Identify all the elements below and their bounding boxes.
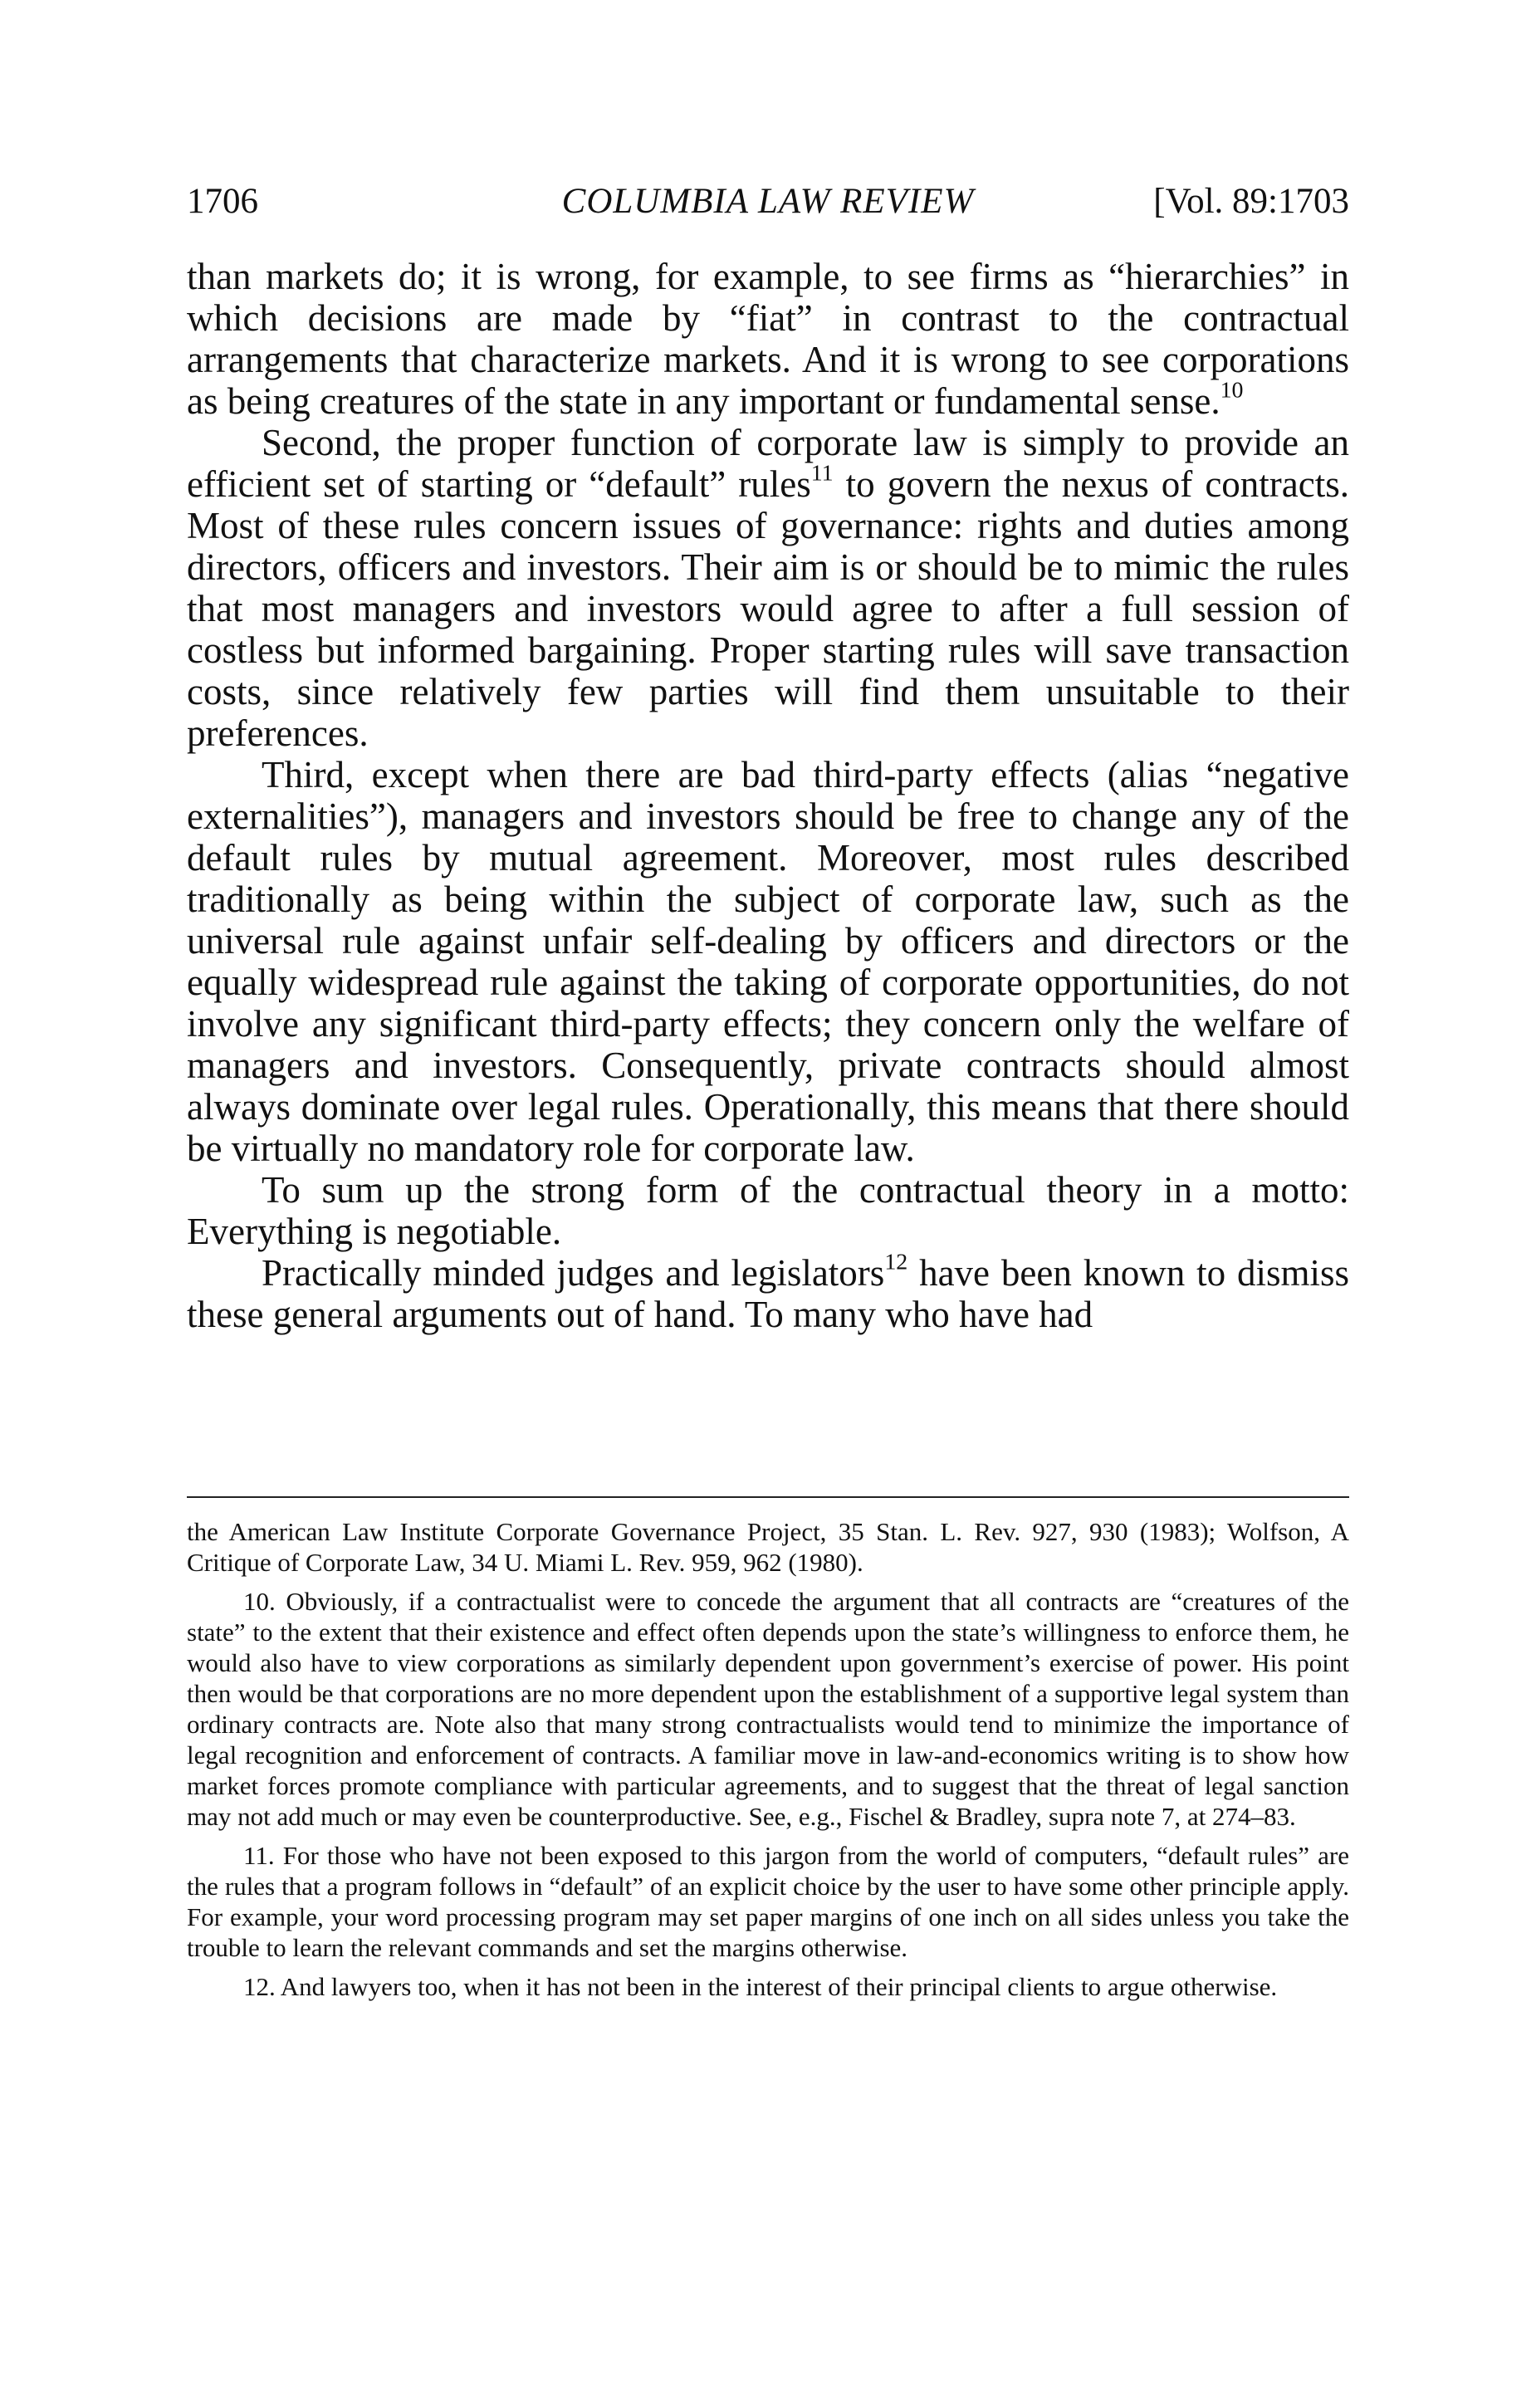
- footnotes: [187, 1516, 1349, 2010]
- paragraph-3: Third, except when there are bad third-party effects (alias “negative externalities”), managers and investors should be free to change any of the default rules by mutual agreement. Moreover, most rules described traditionally as being within the subject of corporate law, such as the universal rule against unfair self-dealing by officers and directors or the equally widespread rule against the taking of corporate opportunities, do not involve any significant third-party effects; they concern only the welfare of managers and investors. Consequently, private contracts should almost always dominate over legal rules. Operationally, this means that there should be virtually no mandatory role for corporate law.: [187, 754, 1349, 1169]
- journal-title: COLUMBIA LAW REVIEW: [561, 182, 975, 221]
- paragraph-2: [187, 422, 1349, 754]
- footnote-divider: [187, 1496, 1349, 1498]
- journal-page: [187, 0, 1349, 2408]
- footnote-ref-11: 11: [810, 460, 834, 487]
- paragraph-5-text-b: have been known to dismiss these general arguments out of hand. To many who have had: [187, 1252, 1349, 1335]
- footnote-ref-10: 10: [1220, 377, 1244, 404]
- paragraph-2-text-a: Second, the proper function of corporate law is simply to provide an efficient set of starting or “default” rules: [187, 422, 1349, 505]
- footnote-10: 10. Obviously, if a contractualist were to concede the argument that all contracts are “creatures of the state” to the extent that their existence and effect often depends upon the state’s willingness to enforce them, he would also have to view corporations as similarly dependent upon government’s exercise of power. His point then would be that corporations are no more dependent upon the establishment of a supportive legal system than ordinary contracts are. Note also that many strong contractualists would tend to minimize the importance of legal recognition and enforcement of contracts. A familiar move in law-and-economics writing is to show how market forces promote compliance with particular agreements, and to suggest that the threat of legal sanction may not add much or may even be counterproductive. See, e.g., Fischel & Bradley, supra note 7, at 274–83.: [187, 1587, 1349, 1831]
- volume-citation: [Vol. 89:1703: [1153, 182, 1349, 221]
- paragraph-4: To sum up the strong form of the contractual theory in a motto: Everything is negotiable.: [187, 1169, 1349, 1252]
- footnote-continuation: the American Law Institute Corporate Governance Project, 35 Stan. L. Rev. 927, 930 (1983); Wolfson, A Critique of Corporate Law, 34 U. Miami L. Rev. 959, 962 (1980).: [187, 1517, 1349, 1577]
- main-text: [187, 256, 1349, 1335]
- footnote-11: 11. For those who have not been exposed to this jargon from the world of computers, “default rules” are the rules that a program follows in “default” of an explicit choice by the user to have some other principle apply. For example, your word processing program may set paper margins of one inch on all sides unless you take the trouble to learn the relevant commands and set the margins otherwise.: [187, 1841, 1349, 1962]
- paragraph-2-text-b: to govern the nexus of contracts. Most of these rules concern issues of governance: rights and duties among directors, officers and investors. Their aim is or should be to mimic the rules that most managers and investors would agree to after a full session of costless but informed bargaining. Proper starting rules will save transaction costs, since relatively few parties will find them unsuitable to their preferences.: [187, 463, 1349, 754]
- paragraph-1-text: than markets do; it is wrong, for example, to see firms as “hierarchies” in which decisions are made by “fiat” in contrast to the contractual arrangements that characterize markets. And it is wrong to see corporations as being creatures of the state in any important or fundamental sense.: [187, 256, 1349, 422]
- footnote-ref-12: 12: [884, 1249, 908, 1275]
- running-head: [187, 181, 1349, 223]
- footnote-12: 12. And lawyers too, when it has not been in the interest of their principal clients to argue otherwise.: [243, 1972, 1278, 2001]
- paragraph-5-text-a: Practically minded judges and legislators: [262, 1252, 885, 1294]
- page-number: 1706: [187, 182, 258, 221]
- paragraph-5: [187, 1249, 1349, 1335]
- paragraph-1: [187, 256, 1349, 422]
